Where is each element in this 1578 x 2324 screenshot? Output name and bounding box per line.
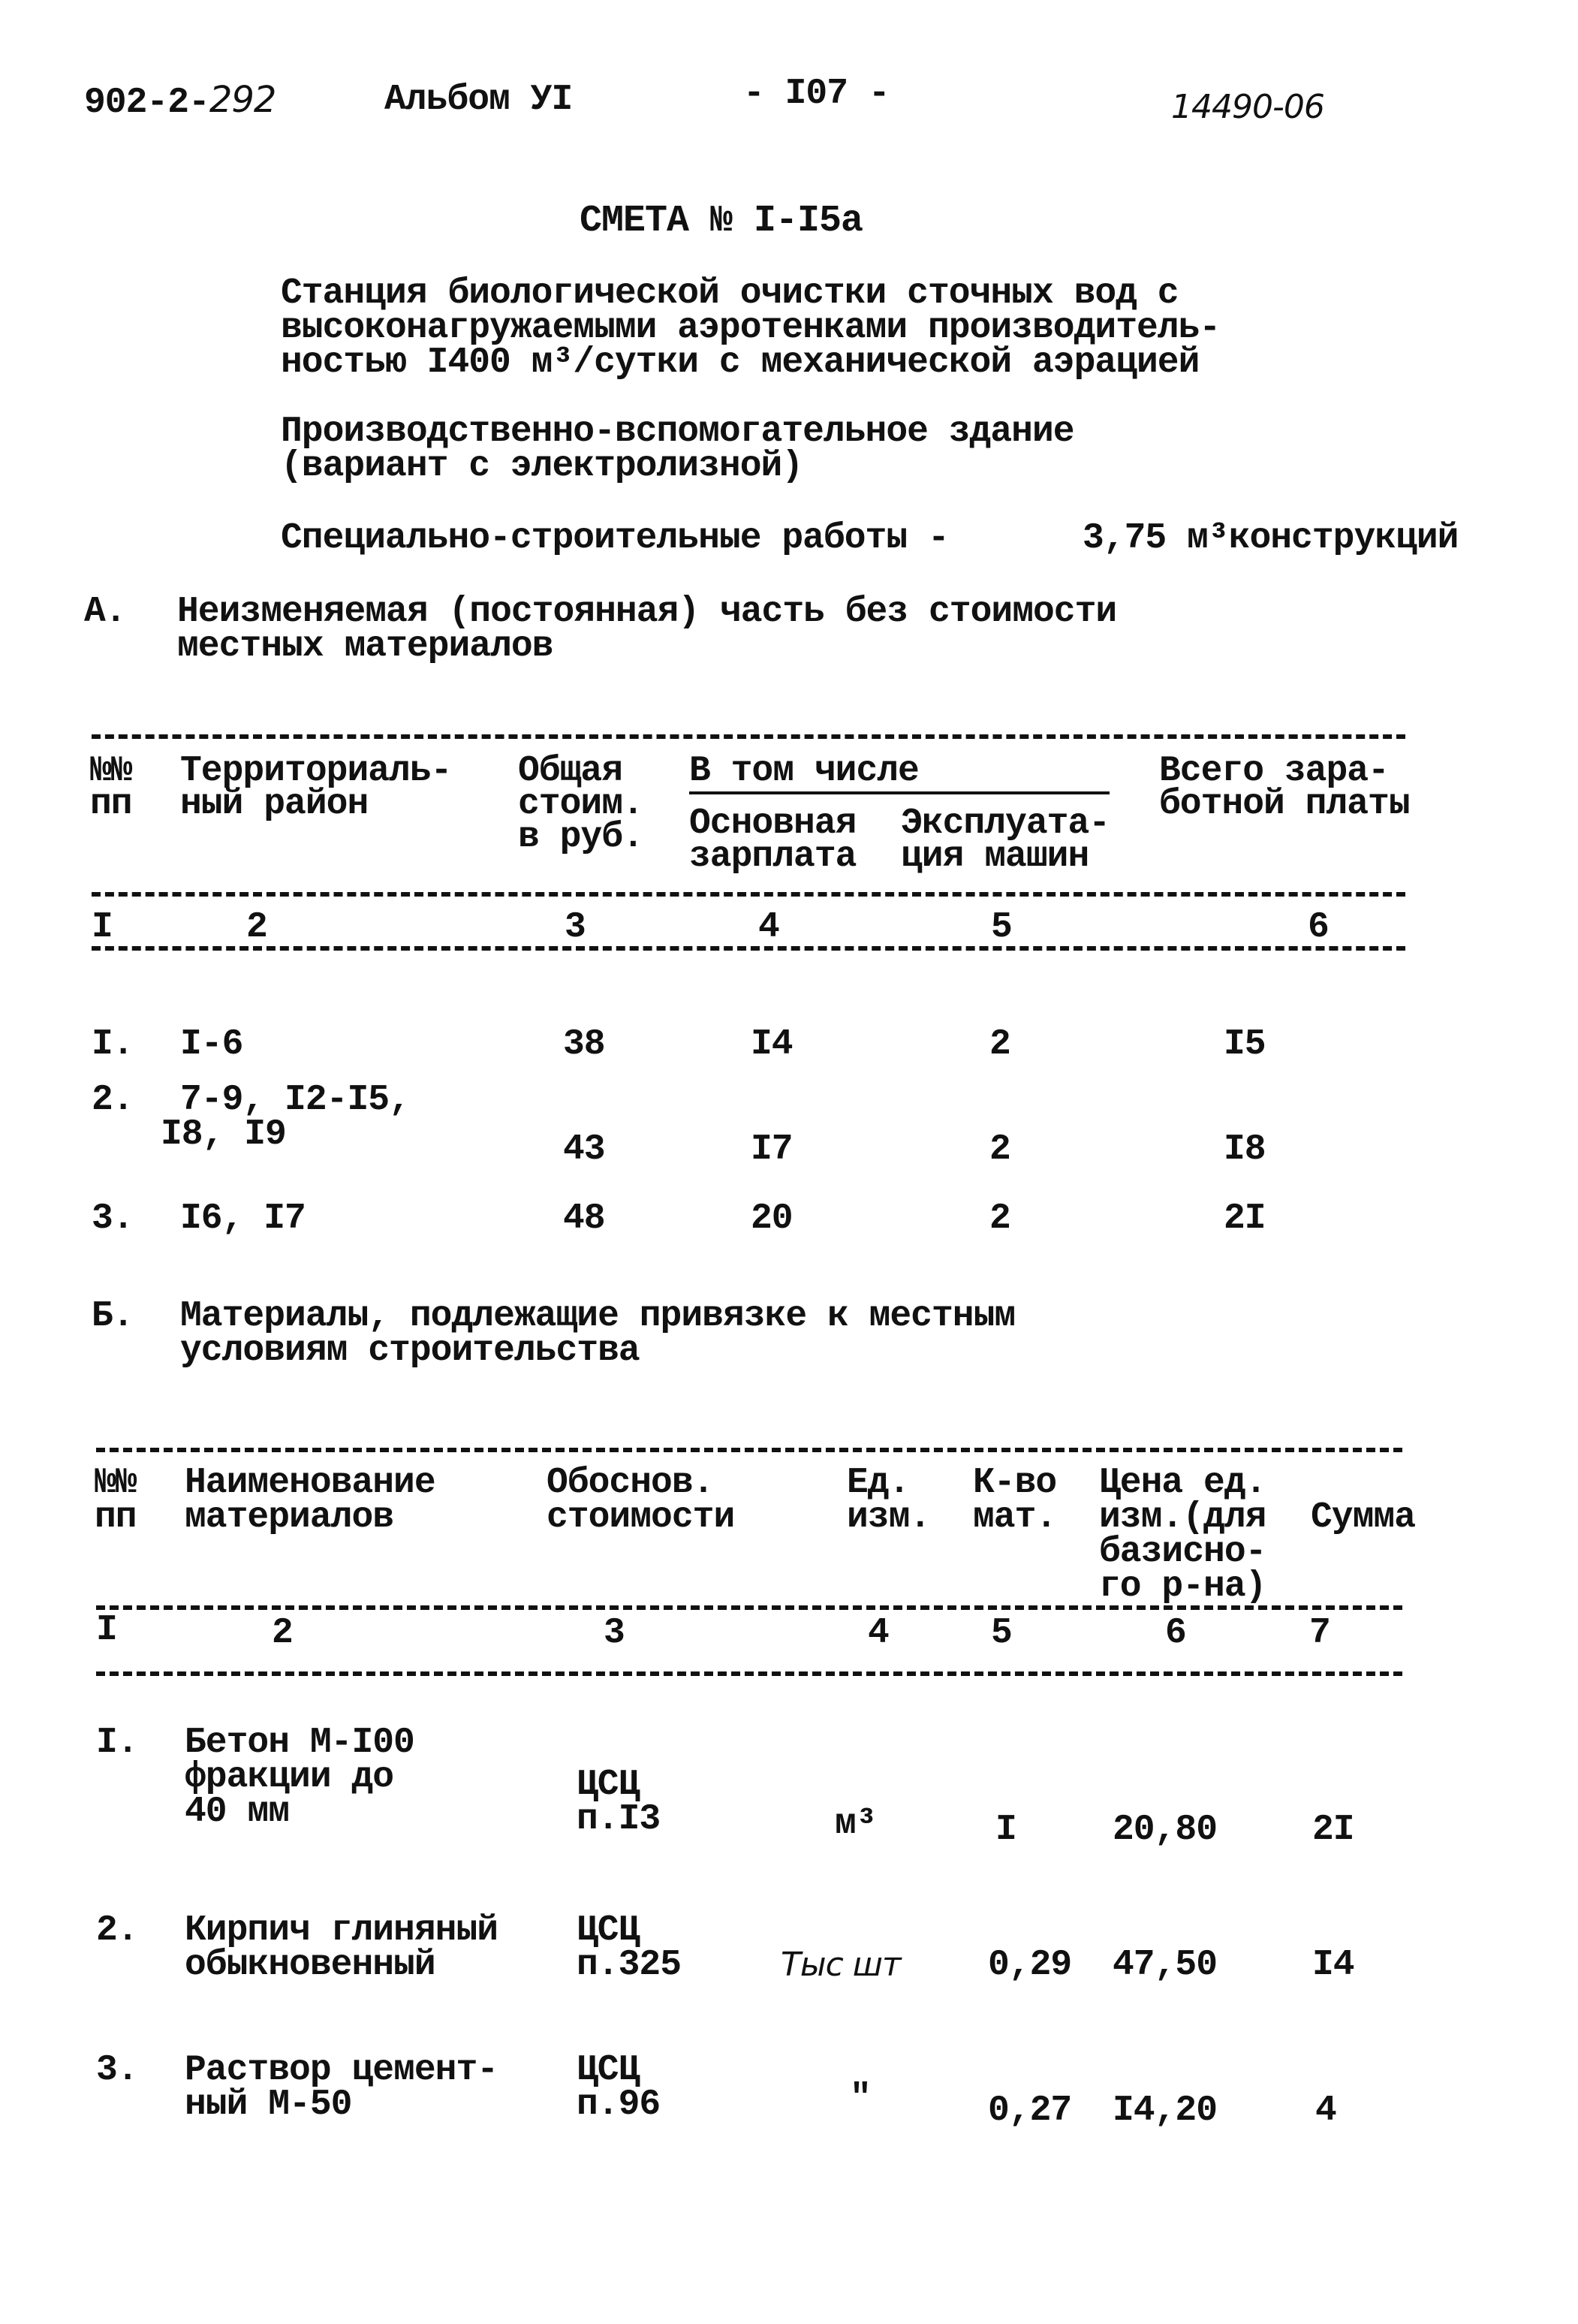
building-line-2: (вариант с электролизной) bbox=[281, 446, 803, 487]
building-line-1: Производственно-вспомогательное здание bbox=[281, 411, 1074, 452]
row-wages-total: I5 bbox=[1224, 1024, 1266, 1065]
header-name-2: материалов bbox=[185, 1497, 394, 1538]
row-basis-2: п.96 bbox=[577, 2084, 661, 2125]
col-num-7: 7 bbox=[1309, 1613, 1330, 1653]
row-name-3: 40 мм bbox=[185, 1792, 290, 1832]
header-price-4: го р-на) bbox=[1099, 1566, 1266, 1607]
row-basis: ЦСЦ bbox=[577, 2050, 640, 2090]
header-basis: Обоснов. bbox=[547, 1463, 714, 1503]
header-base-pay: Основная bbox=[689, 803, 857, 844]
header-name: Наименование bbox=[185, 1463, 435, 1503]
row-unit: м³ bbox=[835, 1804, 877, 1844]
header-price-3: базисно- bbox=[1099, 1532, 1266, 1572]
header-price-2: изм.(для bbox=[1099, 1497, 1266, 1538]
description-line-3: ностью I400 м³/сутки с механической аэрацией bbox=[281, 342, 1200, 383]
header-qty: К-во bbox=[973, 1463, 1057, 1503]
row-base-pay: I4 bbox=[751, 1024, 793, 1065]
table-a-top-rule bbox=[92, 734, 1405, 739]
row-name-2: фракции до bbox=[185, 1757, 394, 1798]
row-basis-2: п.325 bbox=[577, 1945, 682, 1985]
row-num: 3. bbox=[92, 1198, 134, 1239]
col-num-4: 4 bbox=[868, 1613, 889, 1653]
page-number: - I07 - bbox=[743, 74, 890, 114]
header-unit-2: изм. bbox=[847, 1497, 931, 1538]
works-label: Специально-строительные работы - bbox=[281, 518, 949, 559]
table-b-header-rule bbox=[96, 1605, 1402, 1610]
row-unit: Тыс шт bbox=[781, 1946, 901, 1984]
table-b-top-rule bbox=[96, 1448, 1402, 1452]
header-sum: Сумма bbox=[1311, 1497, 1416, 1538]
row-base-pay: I7 bbox=[751, 1129, 793, 1170]
row-qty: 0,27 bbox=[988, 2090, 1072, 2131]
row-sum: 4 bbox=[1315, 2090, 1336, 2131]
section-a-letter: А. bbox=[84, 592, 126, 632]
col-num-6: 6 bbox=[1308, 907, 1329, 948]
row-total: 38 bbox=[563, 1024, 605, 1065]
header-unit: Ед. bbox=[847, 1463, 910, 1503]
row-sum: 2I bbox=[1312, 1810, 1354, 1850]
header-region: Территориаль- bbox=[180, 751, 452, 791]
archive-stamp: 14490-06 bbox=[1171, 88, 1324, 126]
row-machines: 2 bbox=[989, 1129, 1010, 1170]
row-basis: ЦСЦ bbox=[577, 1765, 640, 1805]
header-qty-2: мат. bbox=[973, 1497, 1057, 1538]
row-region: I-6 bbox=[180, 1024, 243, 1065]
col-num-6: 6 bbox=[1165, 1613, 1186, 1653]
row-name: Кирпич глиняный bbox=[185, 1910, 498, 1951]
header-num-2: пп bbox=[90, 784, 132, 824]
section-b-title-2: условиям строительства bbox=[180, 1331, 640, 1371]
doc-code-handwritten: 292 bbox=[209, 79, 276, 121]
header-wages-total: Всего зара- bbox=[1159, 751, 1389, 791]
section-b-title-1: Материалы, подлежащие привязке к местным bbox=[180, 1296, 1016, 1337]
row-sum: I4 bbox=[1312, 1945, 1354, 1985]
page-title: СМЕТА № I-I5а bbox=[580, 200, 863, 243]
col-num-5: 5 bbox=[991, 1613, 1012, 1653]
col-num-5: 5 bbox=[991, 907, 1012, 948]
section-a-title-2: местных материалов bbox=[177, 626, 553, 667]
row-price: I4,20 bbox=[1113, 2090, 1218, 2131]
row-base-pay: 20 bbox=[751, 1198, 793, 1239]
row-total: 43 bbox=[563, 1129, 605, 1170]
table-b-numbers-rule bbox=[96, 1671, 1402, 1676]
header-machines: Эксплуата- bbox=[901, 803, 1110, 844]
header-total: Общая bbox=[518, 751, 623, 791]
header-group-underline bbox=[689, 791, 1110, 794]
header-basis-2: стоимости bbox=[547, 1497, 735, 1538]
table-a-header-rule bbox=[92, 892, 1405, 897]
col-num-1: I bbox=[92, 907, 113, 948]
table-a-numbers-rule bbox=[92, 946, 1405, 951]
row-num: 2. bbox=[96, 1910, 138, 1951]
row-machines: 2 bbox=[989, 1024, 1010, 1065]
header-price: Цена ед. bbox=[1099, 1463, 1266, 1503]
row-wages-total: 2I bbox=[1224, 1198, 1266, 1239]
works-value: 3,75 м³конструкций bbox=[1083, 518, 1459, 559]
row-region-2: I8, I9 bbox=[161, 1114, 286, 1155]
row-name: Бетон М-I00 bbox=[185, 1723, 414, 1763]
row-basis-2: п.I3 bbox=[577, 1799, 661, 1840]
doc-code-prefix: 902-2- bbox=[84, 83, 209, 123]
doc-code bbox=[84, 81, 276, 122]
row-num: 3. bbox=[96, 2050, 138, 2090]
header-group: В том числе bbox=[689, 751, 919, 791]
row-basis: ЦСЦ bbox=[577, 1910, 640, 1951]
row-name-2: ный М-50 bbox=[185, 2084, 352, 2125]
row-wages-total: I8 bbox=[1224, 1129, 1266, 1170]
header-total-2: стоим. bbox=[518, 784, 643, 824]
header-wages-total-2: ботной платы bbox=[1159, 784, 1410, 824]
description-line-1: Станция биологической очистки сточных вод с bbox=[281, 273, 1179, 314]
col-num-3: 3 bbox=[604, 1613, 625, 1653]
header-num: №№ bbox=[95, 1463, 137, 1503]
header-num: №№ bbox=[90, 751, 132, 791]
row-num: I. bbox=[92, 1024, 134, 1065]
album-label: Альбом УI bbox=[384, 80, 573, 120]
row-price: 47,50 bbox=[1113, 1945, 1218, 1985]
header-base-pay-2: зарплата bbox=[689, 836, 857, 877]
header-num-2: пп bbox=[95, 1497, 137, 1538]
header-total-3: в руб. bbox=[518, 817, 643, 858]
row-num: 2. bbox=[92, 1080, 134, 1120]
section-b-letter: Б. bbox=[92, 1296, 134, 1337]
row-region: I6, I7 bbox=[180, 1198, 306, 1239]
row-machines: 2 bbox=[989, 1198, 1010, 1239]
col-num-1: I bbox=[96, 1610, 117, 1650]
row-name: Раствор цемент- bbox=[185, 2050, 498, 2090]
row-qty: 0,29 bbox=[988, 1945, 1072, 1985]
row-price: 20,80 bbox=[1113, 1810, 1218, 1850]
col-num-3: 3 bbox=[565, 907, 586, 948]
row-name-2: обыкновенный bbox=[185, 1945, 435, 1985]
col-num-2: 2 bbox=[246, 907, 267, 948]
row-total: 48 bbox=[563, 1198, 605, 1239]
header-region-2: ный район bbox=[180, 784, 369, 824]
section-a-title-1: Неизменяемая (постоянная) часть без стоимости bbox=[177, 592, 1117, 632]
description-line-2: высоконагружаемыми аэротенками производитель- bbox=[281, 308, 1221, 348]
col-num-2: 2 bbox=[272, 1613, 293, 1653]
header-machines-2: ция машин bbox=[901, 836, 1089, 877]
row-num: I. bbox=[96, 1723, 138, 1763]
row-unit-ditto: " bbox=[850, 2078, 871, 2119]
row-region: 7-9, I2-I5, bbox=[180, 1080, 410, 1120]
row-qty: I bbox=[995, 1810, 1016, 1850]
col-num-4: 4 bbox=[758, 907, 779, 948]
